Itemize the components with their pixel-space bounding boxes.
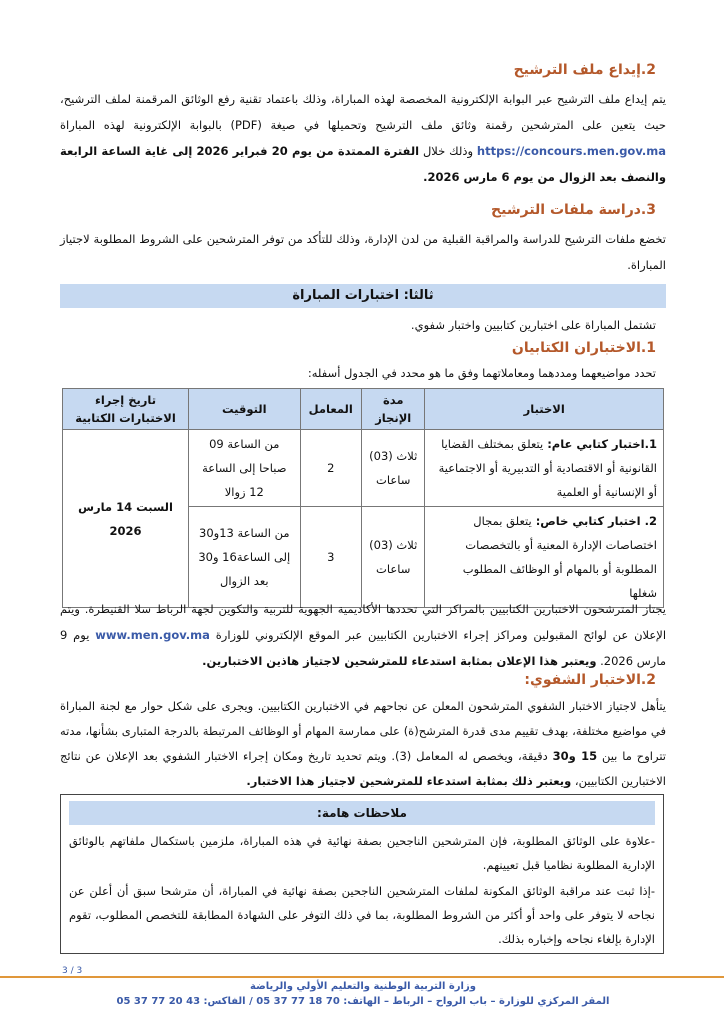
oral-test-paragraph xyxy=(60,694,666,794)
note-1: -علاوة على الوثائق المطلوبة، فإن المترشحين الناجحين بصفة نهائية في هذه المباراة، ملزمين باستكمال ملفاتهم بالوثائق الإدارية المطلوبة نظاميا قبل تعيينهم. xyxy=(69,834,655,872)
note-2: -إذا ثبت عند مراقبة الوثائق المكونة لملفات المترشحين الناجحين بصفة نهائية في المباراة، أن مترشحا سبق أن أعلن عن نجاحه لا يتوفر على واحد أو أكثر من الشروط المطلوبة، بما في ذلك التوفر على الشهادة المطابقة للتخصص المطلوب، تقوم الإدارة بإلغاء نجاحه وإخباره بذلك. xyxy=(69,884,655,946)
row-1-coef: 2 xyxy=(300,430,361,507)
men-website-link[interactable]: www.men.gov.ma xyxy=(95,628,210,642)
concours-link[interactable]: https://concours.men.gov.ma xyxy=(476,144,666,158)
written-tests-intro: تحدد مواضيعهما ومددهما ومعاملاتهما وفق ما هو محدد في الجدول أسفله: xyxy=(307,366,656,380)
section-2-title: 2.إيداع ملف الترشيح xyxy=(513,62,656,78)
section-3-paragraph: تخضع ملفات الترشيح للدراسة والمراقبة القبلية من لدن الإدارة، وذلك للتأكد من توفر المترشحين على الشروط المطلوبة لاجتياز المباراة. xyxy=(60,232,666,272)
written-tests-title: 1.الاختباران الكتابيان xyxy=(511,340,656,356)
row-1-test-label: 1.اختبار كتابي عام: xyxy=(543,437,657,451)
written-tests-notice xyxy=(60,596,666,674)
oral-duration: 15 و30 xyxy=(552,749,598,763)
footer-ministry: وزارة التربية الوطنية والتعليم الأولي والرياضة xyxy=(250,981,476,992)
footer-address: المقر المركزي للوزارة – باب الرواح – الرباط – الهاتف: 70 18 77 37 05 / الفاكس: 43 20 77 37 05 xyxy=(116,996,610,1007)
row-1-test-text: يتعلق بمختلف القضايا القانونية أو الاقتصادية أو التدبيرية أو الاجتماعية أو الإنسانية أو العلمية xyxy=(438,437,657,499)
important-notes-box xyxy=(60,794,664,954)
exams-band: ثالثا: اختبارات المباراة xyxy=(60,284,666,308)
section-2-text-b: وذلك خلال xyxy=(419,144,474,158)
footer-divider xyxy=(0,976,724,978)
header-time: التوقيت xyxy=(189,389,300,430)
header-duration: مدة الإنجاز xyxy=(361,389,425,430)
section-2-deadline: الفترة الممتدة من يوم 20 فبراير 2026 إلى غاية الساعة الرابعة والنصف بعد الزوال من يوم 6 مارس 2026. xyxy=(60,144,666,184)
written-tests-notice-text: يجتاز المترشحون الاختبارين الكتابيين بالمراكز التي تحددها الأكاديمية الجهوية للتربية والتكوين لجهة الرباط سلا القنيطرة. ويتم الإعلان عن لوائح المقبولين ومراكز إجراء الاختبارين الكتابيين عبر الموقع الإلكتروني للوزارة xyxy=(60,602,667,642)
row-1-duration: ثلاث (03) ساعات xyxy=(361,430,425,507)
section-2-text: يتم إيداع ملف الترشيح عبر البوابة الإلكترونية المخصصة لهذه المباراة، وذلك باعتماد تقنية رفع الوثائق المرقمنة لملف الترشيح، حيث يتعين على المترشحين رقمنة وثائق ملف الترشيح وتحميلها في صيغة (PDF) بالبوابة الإلكترونية لهذه المباراة xyxy=(60,92,666,132)
written-tests-table xyxy=(62,388,664,608)
row-2-coef: 3 xyxy=(300,507,361,608)
row-1-time: من الساعة 09 صباحا إلى الساعة 12 زوالا xyxy=(189,430,300,507)
row-2-test xyxy=(425,507,664,608)
written-tests-convocation: ويعتبر هذا الإعلان بمثابة استدعاء للمترشحين لاجتياز هاذين الاختبارين. xyxy=(202,654,597,668)
row-2-time: من الساعة 13و30 إلى الساعة16 و30 بعد الزوال xyxy=(189,507,300,608)
section-3-title: 3.دراسة ملفات الترشيح xyxy=(491,202,656,218)
tests-date: السبت 14 مارس 2026 xyxy=(63,430,189,608)
oral-text-a: يتأهل لاجتياز الاختبار الشفوي المترشحون المعلن عن نجاحهم في الاختبارين الكتابيين. ويجرى على شكل حوار مع لجنة المباراة في مواضيع مختلفة، بهدف تقييم مدى قدرة المترشح(ة) على ممارسة المهام أو الوظائف المرتبطة بالدرجة المتبارى بشأنها، مدته تتراوح ما بين xyxy=(60,699,666,763)
header-coef: المعامل xyxy=(300,389,361,430)
important-notes-title: ملاحظات هامة: xyxy=(69,801,655,825)
header-test: الاختبار xyxy=(425,389,664,430)
table-header-row xyxy=(63,389,664,430)
oral-text-c: دقيقة، ويخصص له المعامل (3). ويتم تحديد تاريخ ومكان إجراء الاختبار الشفوي بعد الإعلان عن نتائج الاختبارين الكتابيين، xyxy=(60,749,666,788)
oral-convocation: ويعتبر ذلك بمثابة استدعاء للمترشحين لاجتياز هذا الاختبار. xyxy=(246,774,572,788)
written-tests-notice-date: يوم 9 مارس 2026. xyxy=(60,628,666,668)
row-2-test-text: يتعلق بمجال اختصاصات الإدارة المعنية أو بالتخصصات المطلوبة أو بالمهام أو الوظائف المطلوب شغلها xyxy=(462,514,657,600)
header-date: تاريخ إجراء الاختبارات الكتابية xyxy=(63,389,189,430)
row-1-test xyxy=(425,430,664,507)
table-row xyxy=(63,430,664,507)
section-2-paragraph xyxy=(60,86,666,190)
row-2-test-label: 2. اختبار كتابي خاص: xyxy=(531,514,657,528)
oral-test-title: 2.الاختبار الشفوي: xyxy=(524,672,656,688)
row-2-duration: ثلاث (03) ساعات xyxy=(361,507,425,608)
page-number: 3 / 3 xyxy=(62,966,83,976)
exams-intro: تشتمل المباراة على اختبارين كتابيين واختبار شفوي. xyxy=(410,318,656,332)
